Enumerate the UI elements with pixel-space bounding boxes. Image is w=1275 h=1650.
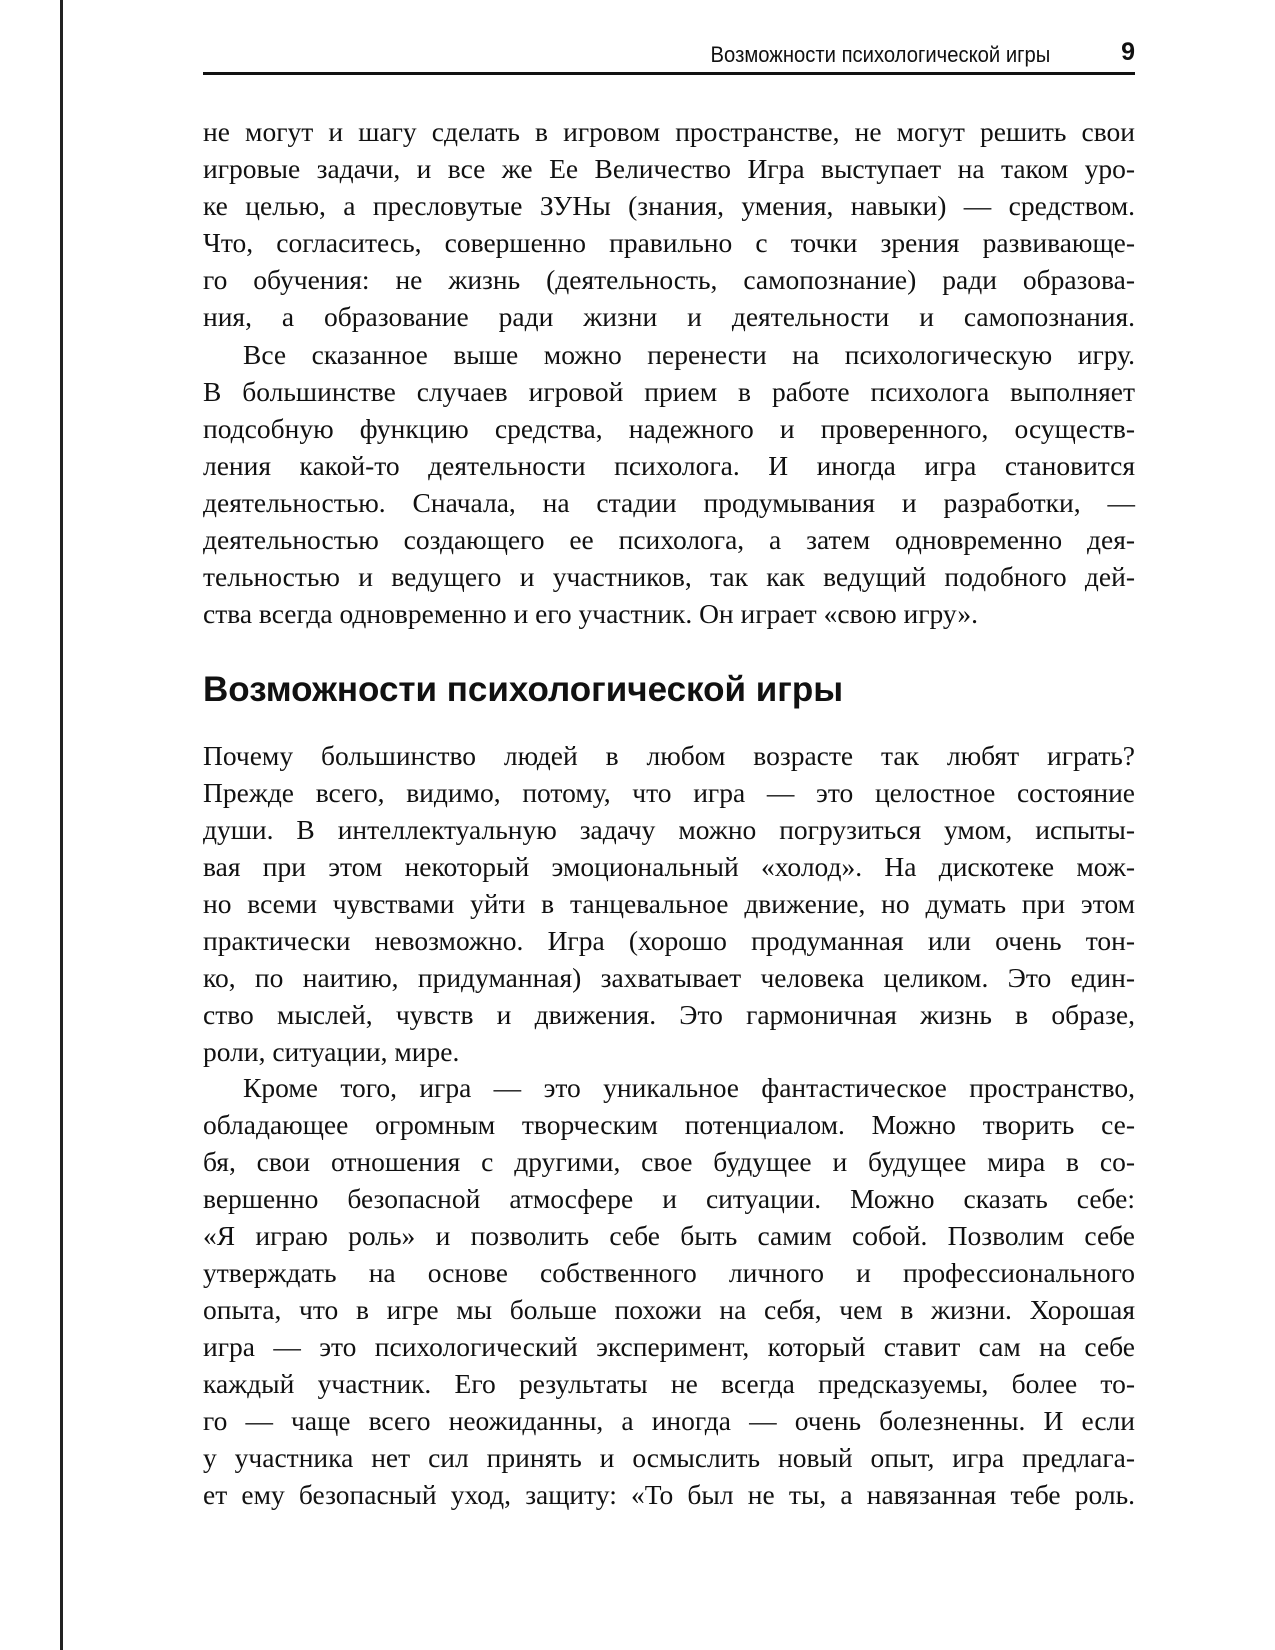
paragraph-2: [203, 336, 1135, 632]
text-line: ния, а образование ради жизни и деятельности и самопознания.: [203, 301, 1135, 332]
text-line: ство мыслей, чувств и движения. Это гармоничная жизнь в образе,: [203, 999, 1135, 1030]
text-line: Все сказанное выше можно перенести на психологическую игру.: [243, 339, 1135, 370]
text-line: опыта, что в игре мы больше похожи на себя, чем в жизни. Хорошая: [203, 1294, 1135, 1325]
text-line: деятельностью. Сначала, на стадии продумывания и разработки, —: [203, 487, 1135, 518]
text-line: практически невозможно. Игра (хорошо продуманная или очень тон-: [203, 925, 1135, 956]
paragraph-1: [203, 113, 1135, 335]
text-line: бя, свои отношения с другими, свое будущее и будущее мира в со-: [203, 1146, 1135, 1177]
text-line: «Я играю роль» и позволить себе быть самим собой. Позволим себе: [203, 1220, 1135, 1251]
text-line: у участника нет сил принять и осмыслить новый опыт, игра предлага-: [203, 1442, 1135, 1473]
text-line: ления какой-то деятельности психолога. И иногда игра становится: [203, 450, 1135, 481]
text-line: деятельностью создающего ее психолога, а затем одновременно дея-: [203, 524, 1135, 555]
text-line: ке целью, а пресловутые ЗУНы (знания, умения, навыки) — средством.: [203, 190, 1135, 221]
text-line: подсобную функцию средства, надежного и проверенного, осуществ-: [203, 413, 1135, 444]
section-heading: Возможности психологической игры: [203, 670, 844, 709]
text-line: роли, ситуации, мире.: [203, 1036, 460, 1067]
running-header-title: Возможности психологической игры: [710, 42, 1050, 67]
text-line: В большинстве случаев игровой прием в работе психолога выполняет: [203, 376, 1135, 407]
text-line: не могут и шагу сделать в игровом пространстве, не могут решить свои: [203, 116, 1135, 147]
scan-edge-line: [60, 0, 63, 1650]
text-line: Что, согласитесь, совершенно правильно с точки зрения развивающе-: [203, 227, 1135, 258]
page-number: 9: [1121, 38, 1135, 66]
text-line: ет ему безопасный уход, защиту: «То был не ты, а навязанная тебе роль.: [203, 1479, 1135, 1510]
text-line: каждый участник. Его результаты не всегда предсказуемы, более то-: [203, 1368, 1135, 1399]
text-line: игровые задачи, и все же Ее Величество Игра выступает на таком уро-: [203, 153, 1135, 184]
text-line: но всеми чувствами уйти в танцевальное движение, но думать при этом: [203, 888, 1135, 919]
text-line: Почему большинство людей в любом возрасте так любят играть?: [203, 740, 1135, 771]
text-line: ства всегда одновременно и его участник. Он играет «свою игру».: [203, 598, 978, 629]
paragraph-3: [203, 737, 1135, 1070]
text-line: вершенно безопасной атмосфере и ситуации. Можно сказать себе:: [203, 1183, 1135, 1214]
text-line: Кроме того, игра — это уникальное фантастическое пространство,: [243, 1072, 1135, 1103]
paragraph-4: [203, 1069, 1135, 1513]
text-line: го — чаще всего неожиданны, а иногда — очень болезненны. И если: [203, 1405, 1135, 1436]
text-line: души. В интеллектуальную задачу можно погрузиться умом, испыты-: [203, 814, 1135, 845]
text-line: Прежде всего, видимо, потому, что игра — это целостное состояние: [203, 777, 1135, 808]
text-line: обладающее огромным творческим потенциалом. Можно творить се-: [203, 1109, 1135, 1140]
text-line: ко, по наитию, придуманная) захватывает человека целиком. Это един-: [203, 962, 1135, 993]
text-line: тельностью и ведущего и участников, так как ведущий подобного дей-: [203, 561, 1135, 592]
text-line: вая при этом некоторый эмоциональный «холод». На дискотеке мож-: [203, 851, 1135, 882]
text-line: го обучения: не жизнь (деятельность, самопознание) ради образова-: [203, 264, 1135, 295]
running-header: [203, 38, 1135, 75]
text-line: утверждать на основе собственного личного и профессионального: [203, 1257, 1135, 1288]
text-line: игра — это психологический эксперимент, который ставит сам на себе: [203, 1331, 1135, 1362]
